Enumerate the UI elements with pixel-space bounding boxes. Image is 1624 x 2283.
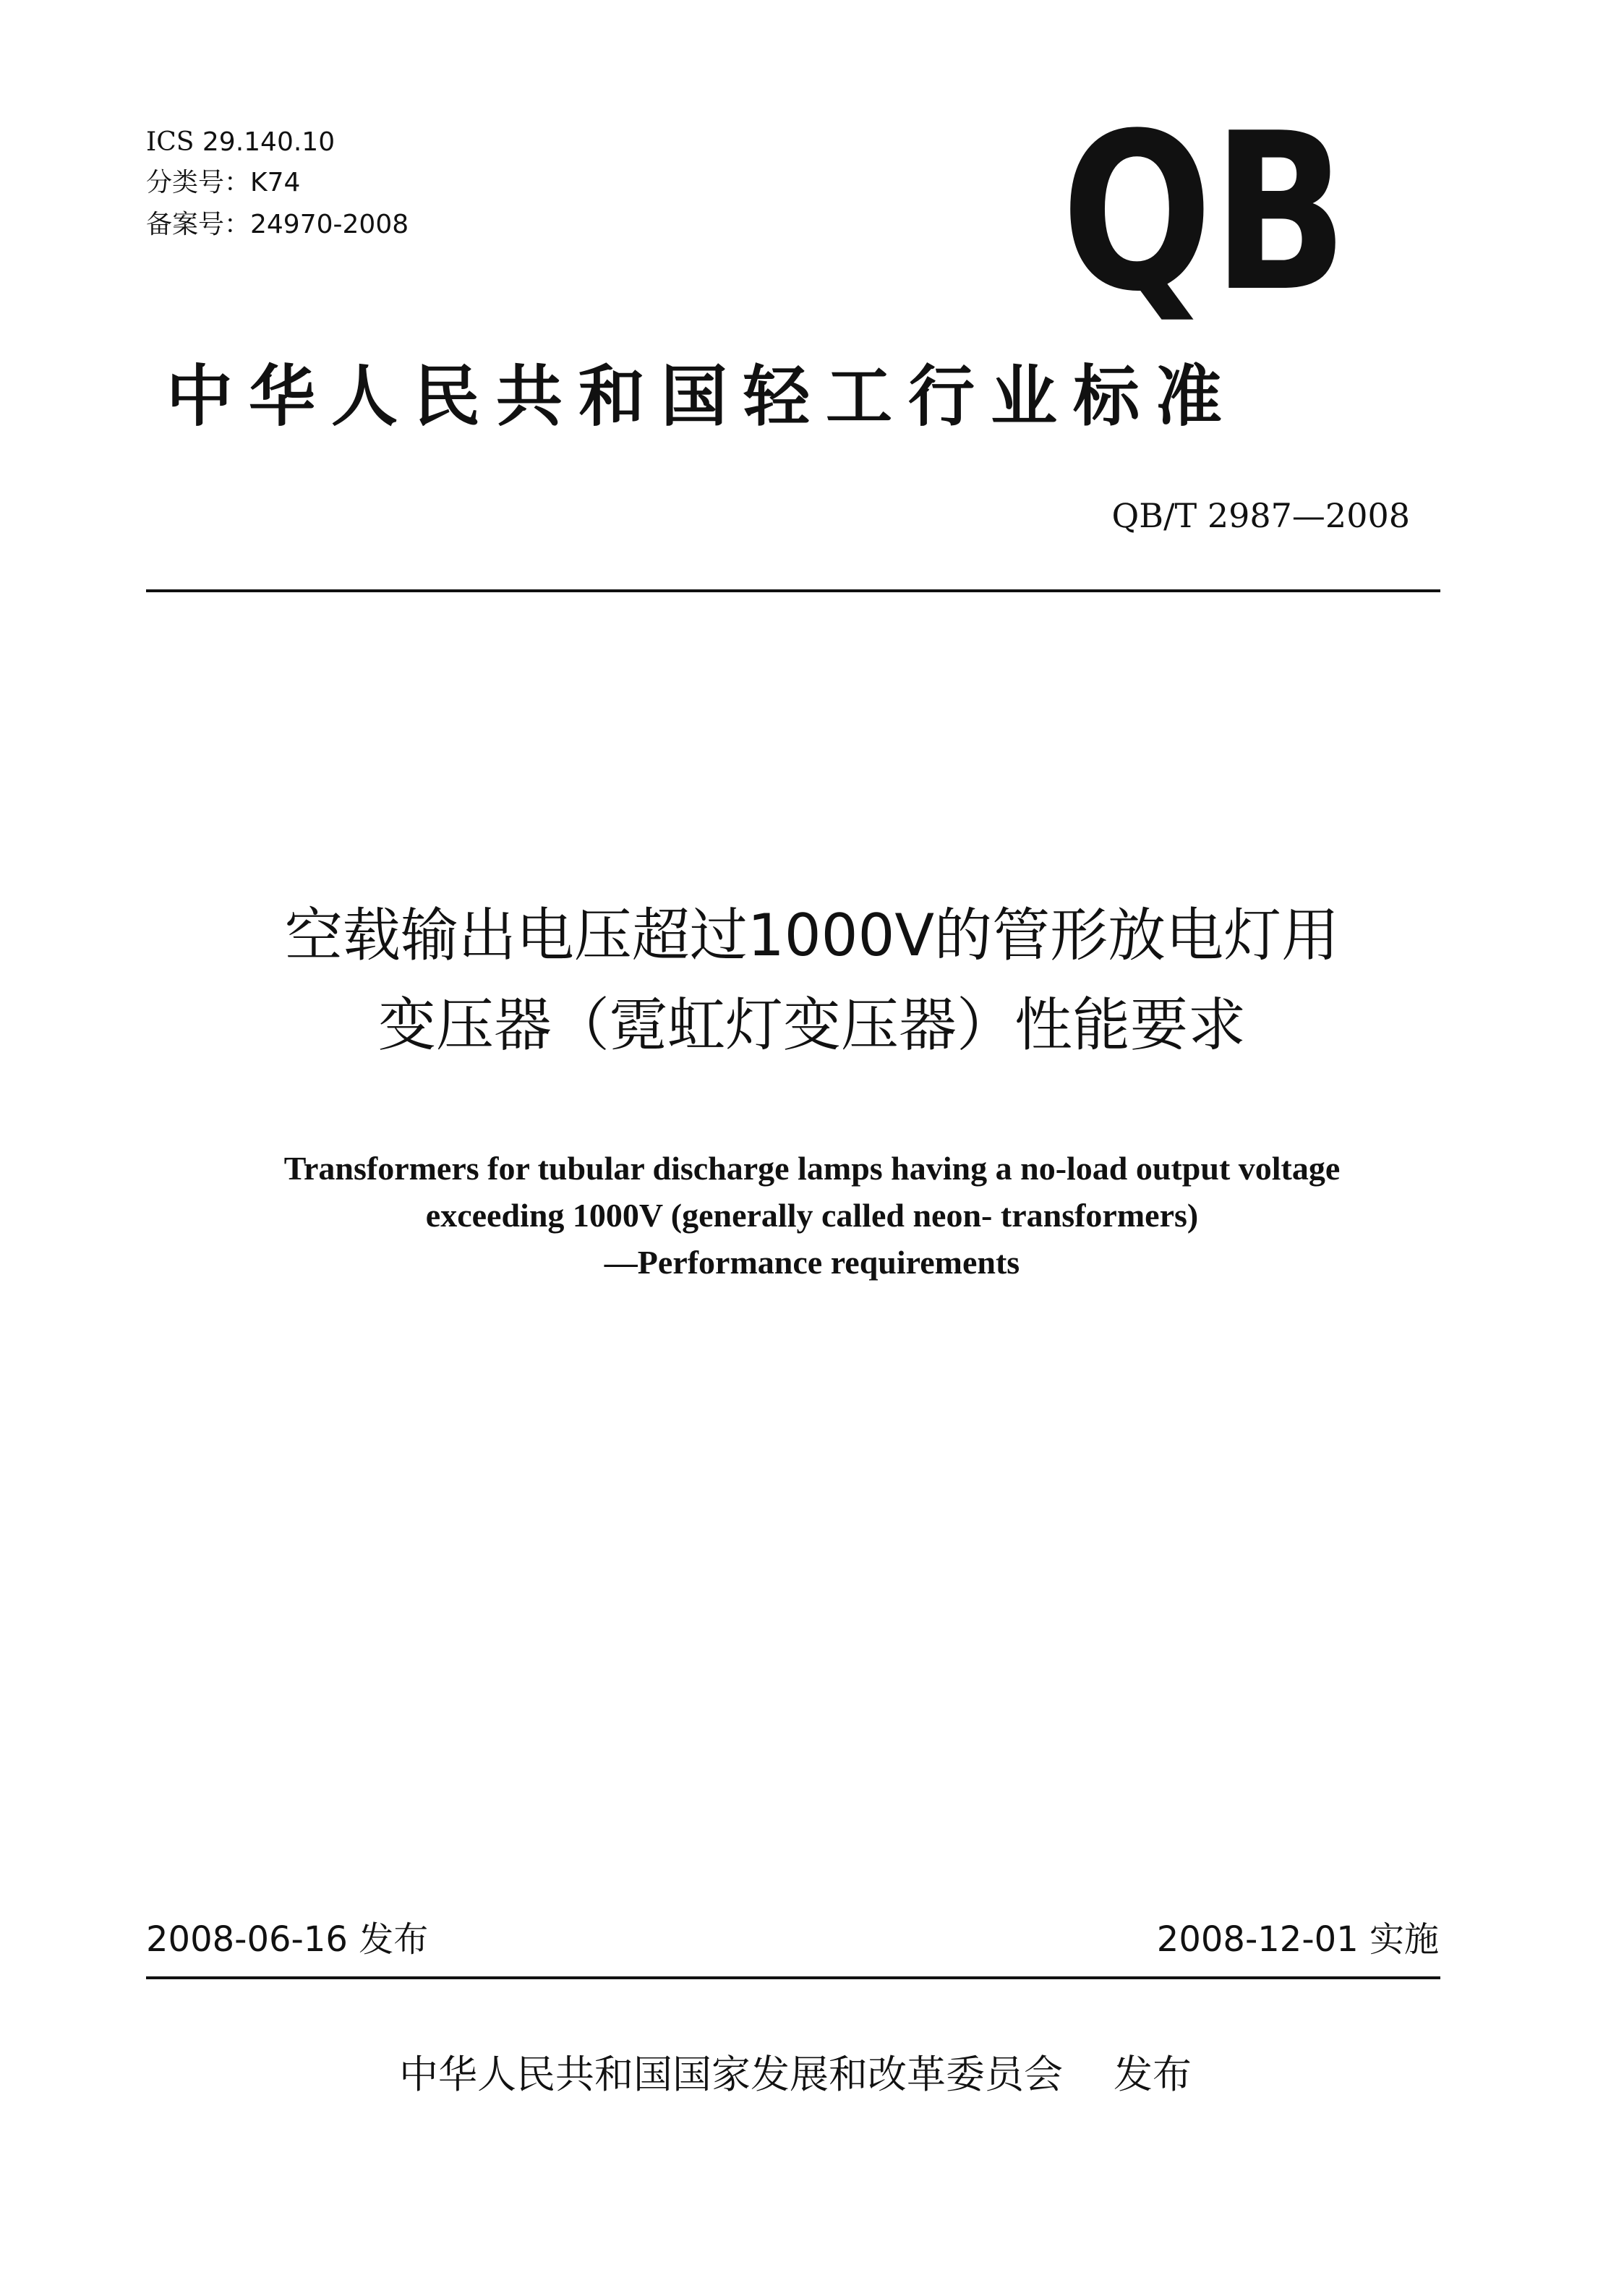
classification-number: 分类号：K74 [146, 168, 301, 197]
publish-verb: 发布 [1114, 2052, 1192, 2097]
ics-code [146, 126, 335, 159]
implementation-date: 2008-12-01 实施 [1156, 1919, 1439, 1960]
title-en-line-2: exceeding 1000V (generally called neon- transformers) [425, 1197, 1199, 1234]
record-number: 备案号：24970-2008 [146, 210, 409, 239]
title-en-line-3: —Performance requirements [604, 1244, 1020, 1281]
qb-logo-text: QB [1061, 87, 1348, 339]
title-cn-line-1: 空载输出电压超过1000V的管形放电灯用 [284, 902, 1340, 969]
publisher-name: 中华人民共和国国家发展和改革委员会 [399, 2052, 1063, 2097]
footer-divider [146, 1976, 1440, 1979]
standard-code: QB/T 2987—2008 [1111, 496, 1410, 535]
header-divider [146, 589, 1440, 592]
issue-date: 2008-06-16 发布 [146, 1919, 429, 1960]
publisher [289, 2049, 1302, 2100]
qb-logo [1061, 87, 1351, 339]
ics-label: ICS [146, 127, 195, 157]
title-en-line-1: Transformers for tubular discharge lamps having a no-load output voltage [283, 1150, 1341, 1187]
standard-organization: 中华人民共和国轻工行业标准 [166, 357, 1239, 435]
title-cn-line-2: 变压器（霓虹灯变压器）性能要求 [378, 991, 1246, 1059]
ics-value: 29.140.10 [202, 127, 336, 157]
